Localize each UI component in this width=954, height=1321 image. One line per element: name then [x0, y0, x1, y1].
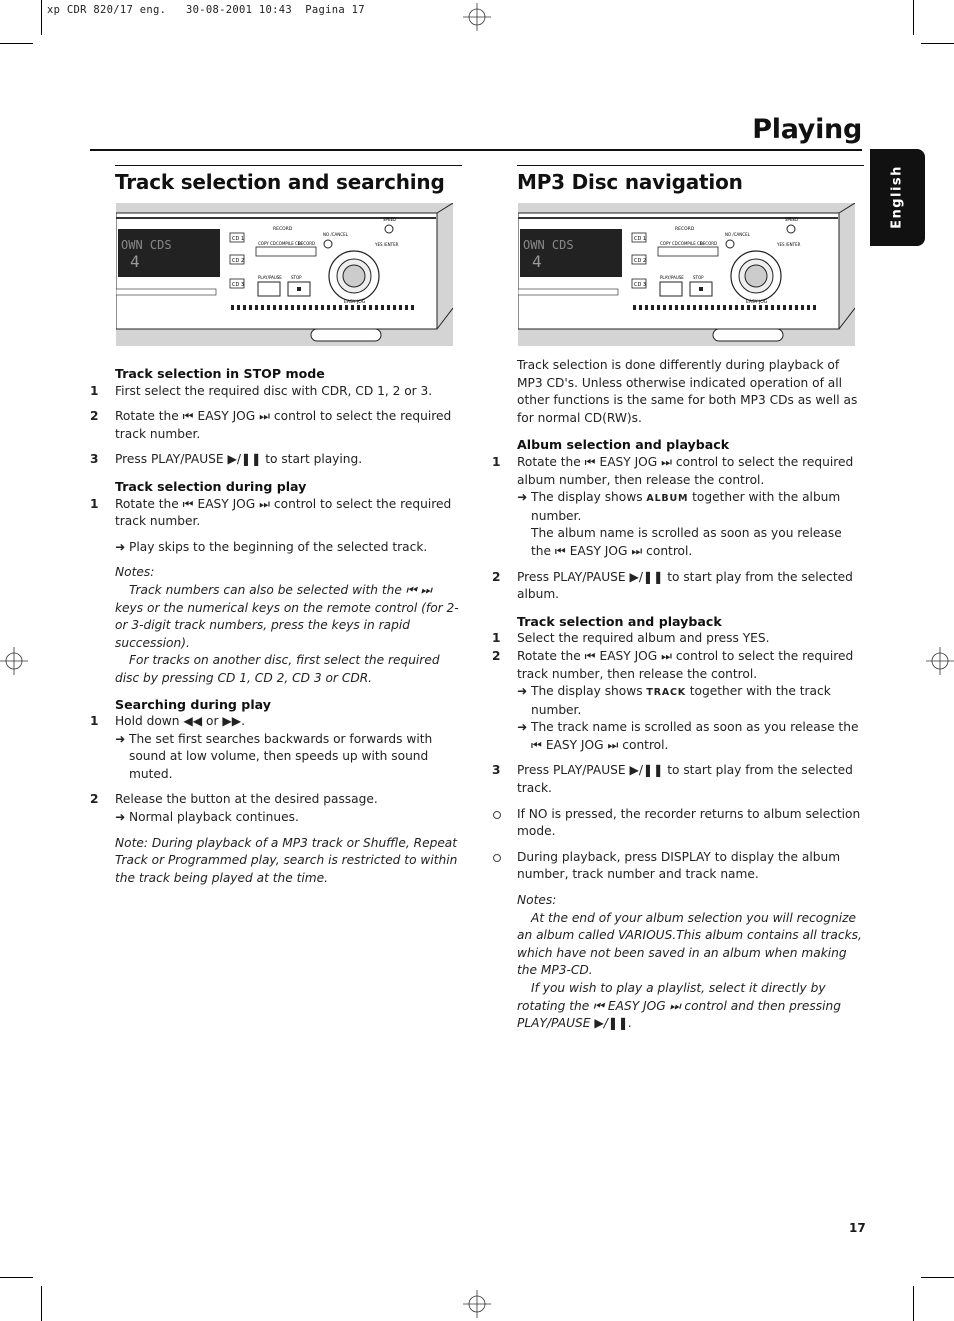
step-item: [492, 454, 864, 489]
copy-cd-label: COPY CD: [258, 241, 276, 246]
right-column: [492, 160, 864, 1033]
cd2-label: CD 2: [232, 258, 245, 264]
section-rule: [517, 165, 864, 166]
arrow-icon: ➜: [517, 684, 528, 699]
note-text: At the end of your album selection you will recognize an album called VARIOUS.This album contains all tracks, which have not been saved in an album when making the MP3-CD.: [517, 910, 862, 978]
cd3-label: CD 3: [634, 282, 647, 288]
display-text: OWN CDS: [523, 238, 574, 252]
compile-cd-label: COMPILE CD: [276, 241, 301, 246]
arrow-icon: ➜: [517, 720, 528, 735]
device-front-panel-illustration: [518, 203, 855, 346]
step-item: [90, 791, 462, 809]
step-item: [90, 713, 462, 731]
step-item: [90, 383, 462, 401]
step-number: 1: [492, 454, 501, 469]
cd1-label: CD 1: [634, 236, 647, 242]
language-tab: [870, 149, 925, 246]
title-rule: [90, 149, 862, 151]
speed-label: SPEED: [383, 217, 397, 222]
cd3-label: CD 3: [232, 282, 245, 288]
device-front-panel-illustration: [116, 203, 453, 346]
crop-mark: [913, 1286, 914, 1321]
result-line: [115, 809, 462, 827]
yes-enter-label: YES /ENTER: [777, 242, 801, 247]
section-title-mp3-navigation: MP3 Disc navigation: [517, 170, 743, 194]
step-text: Rotate the ⏮ EASY JOG ⏭ control to select the required album number, then release the control.: [517, 454, 854, 487]
crop-mark: [0, 1277, 33, 1278]
crop-mark: [921, 43, 954, 44]
no-cancel-label: NO /CANCEL: [725, 232, 750, 237]
subheading-during-play: Track selection during play: [115, 478, 307, 494]
arrow-icon: ➜: [115, 539, 126, 554]
subheading-stop-mode: Track selection in STOP mode: [115, 366, 325, 381]
result-line: [115, 731, 462, 784]
arrow-icon: ➜: [115, 731, 126, 746]
step-text: First select the required disc with CDR, CD 1, 2 or 3.: [115, 383, 433, 398]
step-item: [492, 648, 864, 683]
step-text: Rotate the ⏮ EASY JOG ⏭ control to select the required track number, then release the control.: [517, 648, 854, 681]
note-text: For tracks on another disc, first select the required disc by pressing CD 1, CD 2, CD 3 or CDR.: [115, 653, 440, 685]
crop-mark: [913, 0, 914, 35]
play-pause-label: PLAY/PAUSE: [258, 275, 282, 280]
step-item: [492, 630, 864, 648]
bullet-text: If NO is pressed, the recorder returns to album selection mode.: [517, 806, 861, 839]
step-text: Press PLAY/PAUSE ▶/❚❚ to start play from the selected album.: [517, 569, 853, 602]
step-item: [90, 408, 462, 443]
step-number: 1: [90, 496, 99, 511]
step-text: Rotate the ⏮ EASY JOG ⏭ control to select the required track number.: [115, 496, 452, 529]
copy-cd-label: COPY CD: [660, 241, 678, 246]
speed-label: SPEED: [785, 217, 799, 222]
left-column: [90, 160, 462, 887]
record-button-label: RECORD: [298, 241, 316, 246]
notes-label: Notes:: [517, 893, 557, 908]
result-text: The album name is scrolled as soon as you release the ⏮ EASY JOG ⏭ control.: [531, 526, 842, 558]
subheading-track: Track selection and playback: [517, 613, 722, 629]
subheading-album: Album selection and playback: [517, 437, 730, 453]
step-number: 3: [492, 763, 501, 778]
intro-paragraph: Track selection is done differently during playback of MP3 CD's. Unless otherwise indicated operation of all other functions is the same for both MP3 CDs as well as for normal CD(RW)s.: [517, 358, 858, 425]
arrow-icon: ➜: [517, 490, 528, 505]
step-text: Press PLAY/PAUSE ▶/❚❚ to start playing.: [115, 452, 363, 467]
record-button-label: RECORD: [700, 241, 718, 246]
step-number: 2: [492, 648, 501, 663]
step-text: Select the required album and press YES.: [517, 631, 770, 646]
result-text: Play skips to the beginning of the selected track.: [129, 539, 428, 554]
bullet-item: [492, 806, 864, 841]
display-text: OWN CDS: [121, 238, 172, 252]
easy-jog-label: EASY JOG: [746, 300, 768, 305]
display-text-album: ALBUM: [646, 493, 689, 505]
record-label: RECORD: [273, 227, 293, 232]
language-tab-label: English: [889, 165, 905, 229]
display-digit: 4: [532, 252, 542, 271]
crop-mark: [41, 1286, 42, 1321]
registration-mark-icon: [463, 3, 491, 31]
result-text: The set first searches backwards or forwards with sound at low volume, then speeds up with sound muted.: [129, 731, 433, 781]
crop-mark: [41, 0, 42, 35]
arrow-icon: ➜: [115, 810, 126, 825]
crop-mark: [921, 1277, 954, 1278]
step-item: [492, 569, 864, 604]
bullet-circle-icon: [493, 811, 501, 819]
step-text: Press PLAY/PAUSE ▶/❚❚ to start play from the selected track.: [517, 763, 853, 796]
cd2-label: CD 2: [634, 258, 647, 264]
section-title-track-selection: Track selection and searching: [115, 170, 445, 194]
step-number: 2: [90, 409, 99, 424]
step-number: 1: [90, 383, 99, 398]
result-text: The track name is scrolled as soon as you release the ⏮ EASY JOG ⏭ control.: [531, 720, 859, 752]
step-number: 3: [90, 452, 99, 467]
display-digit: 4: [130, 252, 140, 271]
result-line: ➜ The display shows ALBUM together with the album number.: [517, 490, 841, 523]
step-number: 1: [90, 714, 99, 729]
page-number: 17: [849, 1221, 866, 1235]
display-text-track: TRACK: [646, 687, 686, 699]
result-line: [115, 539, 462, 557]
stop-label: STOP: [291, 275, 302, 280]
note-text: Track numbers can also be selected with the ⏮ ⏭ keys or the numerical keys on the remote control (for 2- or 3-digit track numbers, press the keys in rapid succession).: [115, 582, 459, 650]
step-text: Rotate the ⏮ EASY JOG ⏭ control to select the required track number.: [115, 409, 452, 441]
bullet-circle-icon: [493, 854, 501, 862]
subheading-searching: Searching during play: [115, 696, 271, 712]
play-pause-label: PLAY/PAUSE: [660, 275, 684, 280]
result-line: ➜ The display shows TRACK together with the track number.: [517, 684, 831, 717]
page-title: Playing: [752, 114, 862, 145]
cd1-label: CD 1: [232, 236, 245, 242]
step-text: Hold down ◀◀ or ▶▶.: [115, 714, 245, 729]
bullet-text: During playback, press DISPLAY to display the album number, track number and track name.: [517, 849, 841, 882]
bullet-item: [492, 849, 864, 884]
registration-mark-icon: [0, 647, 28, 675]
yes-enter-label: YES /ENTER: [375, 242, 399, 247]
note-text: If you wish to play a playlist, select it directly by rotating the ⏮ EASY JOG ⏭ control and then pressing PLAY/PAUSE ▶/❚❚.: [517, 981, 841, 1031]
compile-cd-label: COMPILE CD: [678, 241, 703, 246]
step-item: [90, 496, 462, 531]
registration-mark-icon: [463, 1290, 491, 1318]
registration-mark-icon: [926, 647, 954, 675]
record-label: RECORD: [675, 227, 695, 232]
step-number: 2: [90, 792, 99, 807]
step-text: Release the button at the desired passage.: [115, 792, 378, 807]
step-item: [90, 451, 462, 469]
print-slug: xp CDR 820/17 eng. 30-08-2001 10:43 Pagina 17: [47, 4, 365, 16]
result-text: Normal playback continues.: [129, 810, 299, 825]
crop-mark: [0, 43, 33, 44]
easy-jog-label: EASY JOG: [344, 300, 366, 305]
step-number: 2: [492, 569, 501, 584]
section-rule: [115, 165, 462, 166]
notes-label: Notes:: [115, 565, 155, 580]
result-line: [517, 719, 864, 754]
note-text: Note: During playback of a MP3 track or Shuffle, Repeat Track or Programmed play, search is restricted to within the track being played at the time.: [115, 835, 458, 885]
stop-label: STOP: [693, 275, 704, 280]
step-item: [492, 762, 864, 797]
no-cancel-label: NO /CANCEL: [323, 232, 348, 237]
step-number: 1: [492, 631, 501, 646]
